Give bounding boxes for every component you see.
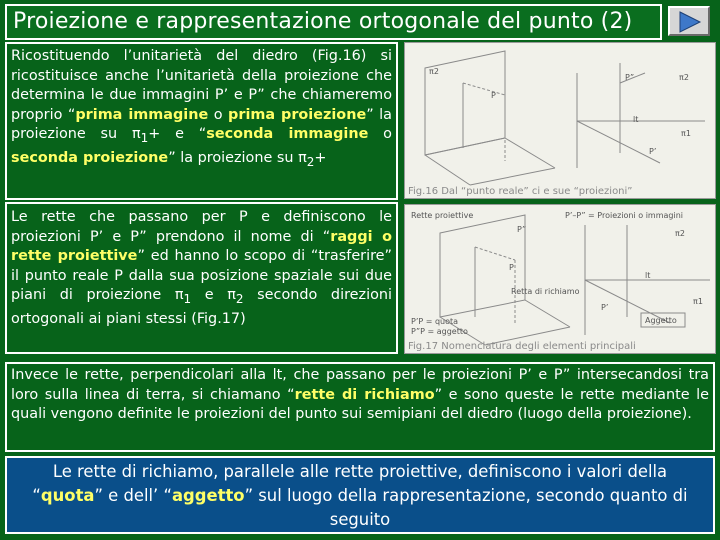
term-prima-proiezione: prima proiezione <box>228 106 367 123</box>
paragraph-panel-4 <box>5 456 715 534</box>
fig16-label-pi2-left: π2 <box>429 67 439 76</box>
next-slide-button[interactable] <box>668 6 710 36</box>
fig17-label-aggetto: Aggetto <box>645 316 677 325</box>
fig17-label-pp: P” <box>517 225 527 234</box>
fig17-label-quota: P’P = quota <box>411 317 459 326</box>
fig17-label-lt: lt <box>645 271 651 280</box>
figure-17-caption: Fig.17 Nomenclatura degli elementi principali <box>408 341 636 352</box>
term-raggi-rette-proiettive: raggi o rette proiettive <box>11 228 392 265</box>
term-quota: quota <box>40 486 95 505</box>
fig16-label-pi2-right: π2 <box>679 73 689 82</box>
fig17-label-pi1: π1 <box>693 297 703 306</box>
fig16-label-pi1: π1 <box>681 129 691 138</box>
term-seconda-immagine: seconda immagine <box>206 126 369 143</box>
diedro-diagram-16 <box>405 43 716 199</box>
fig17-label-legend-top: P’–P” = Proiezioni o immagini <box>565 211 684 220</box>
term-seconda-proiezione: seconda proiezione <box>11 149 169 166</box>
title-bar <box>5 4 662 40</box>
fig16-label-p1: P’ <box>649 147 657 156</box>
page-title: Proiezione e rappresentazione ortogonale del punto (2) <box>13 9 633 34</box>
next-arrow-icon <box>678 11 702 33</box>
fig17-label-p: P <box>509 263 514 272</box>
fig17-label-aggetto-def: P”P = aggetto <box>411 327 468 336</box>
term-aggetto: aggetto <box>171 486 245 505</box>
paragraph-panel-3 <box>5 362 715 452</box>
figure-17 <box>404 204 716 354</box>
fig17-label-richiamo: Retta di richiamo <box>511 287 580 296</box>
fig16-label-p: P <box>491 91 496 100</box>
paragraph-3: Invece le rette, perpendicolari alla lt, che passano per le proiezioni P’ e P” intersecandosi tra loro sulla linea di terra, si chiamano “rette di richiamo” e sono queste le rette mediante le quali vengono definite le proiezioni del punto sui semipiani del diedro (luogo della proiezione). <box>11 367 709 423</box>
paragraph-panel-1 <box>5 42 398 200</box>
fig17-label-p1: P’ <box>601 303 609 312</box>
fig16-label-lt: lt <box>633 115 639 124</box>
term-prima-immagine: prima immagine <box>75 106 209 123</box>
paragraph-panel-2 <box>5 202 398 354</box>
paragraph-4: Le rette di richiamo, parallele alle rette proiettive, definiscono i valori della “quota” e dell’ “aggetto” sul luogo della rappresentazione, secondo quanto di seguito <box>32 462 688 529</box>
figure-16 <box>404 42 716 199</box>
fig16-label-pp: P” <box>625 73 635 82</box>
term-rette-di-richiamo: rette di richiamo <box>294 386 435 403</box>
fig17-label-rette-proiettive: Rette proiettive <box>411 211 474 220</box>
paragraph-2: Le rette che passano per P e definiscono le proiezioni P’ e P” prendono il nome di “raggi o rette proiettive” ed hanno lo scopo di “trasferire” il punto reale P dalla sua posizione spaziale sui due piani di proiezione $\pi_1$ e $\pi_2$ secondo direzioni ortogonali ai piani stessi (Fig.17) <box>11 209 392 327</box>
figure-16-caption: Fig.16 Dal “punto reale” ci e sue “proiezioni” <box>408 186 633 197</box>
fig17-label-pi2: π2 <box>675 229 685 238</box>
paragraph-1: Ricostituendo l’unitarietà del diedro (Fig.16) si ricostituisce anche l’unitarietà della proiezione che determina le due immagini P’ e P” che chiameremo proprio “prima immagine o prima proiezione” la proiezione su $\pi_1+ e$ “seconda immagine o seconda proiezione” la proiezione su $\pi_2+$ <box>11 48 392 169</box>
